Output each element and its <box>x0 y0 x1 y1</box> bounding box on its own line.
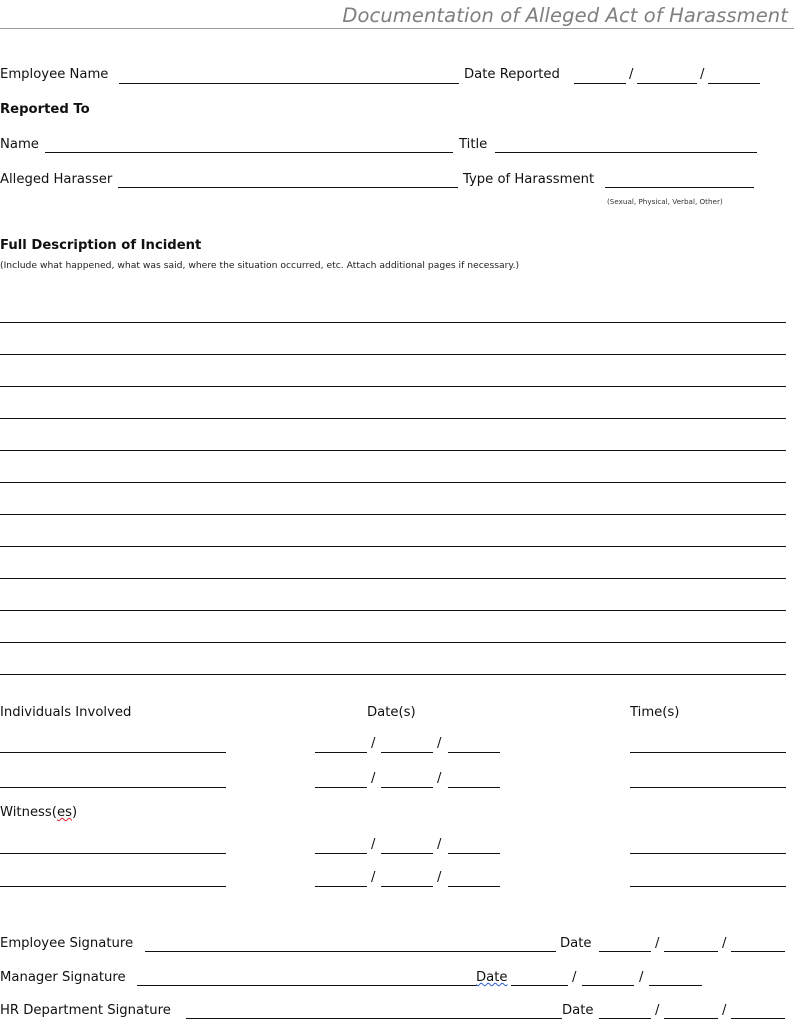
manager-signature-label: Manager Signature <box>0 970 126 985</box>
type-of-harassment-field[interactable] <box>605 187 754 188</box>
individual-date-day-field[interactable] <box>381 752 433 753</box>
incident-heading: Full Description of Incident <box>0 238 202 253</box>
date-separator: / <box>437 870 442 885</box>
witness-date-day-field[interactable] <box>381 853 433 854</box>
individual-name-field[interactable] <box>0 787 226 788</box>
date-separator: / <box>437 771 442 786</box>
date-separator: / <box>639 970 644 985</box>
witnesses-label: Witness(es) <box>0 805 78 820</box>
type-of-harassment-label: Type of Harassment <box>463 172 595 187</box>
individual-date-day-field[interactable] <box>381 787 433 788</box>
times-label: Time(s) <box>630 705 680 720</box>
alleged-harasser-field[interactable] <box>118 187 458 188</box>
description-line[interactable] <box>0 610 786 611</box>
date-separator: / <box>371 771 376 786</box>
employee-name-label: Employee Name <box>0 67 109 82</box>
employee-date-label: Date <box>560 936 592 951</box>
hr-date-month-field[interactable] <box>599 1018 651 1019</box>
manager-date-month-field[interactable] <box>511 985 568 986</box>
date-reported-month-field[interactable] <box>574 83 626 84</box>
hr-date-label: Date <box>562 1003 594 1018</box>
witness-date-year-field[interactable] <box>448 853 500 854</box>
date-separator: / <box>371 736 376 751</box>
witness-time-field[interactable] <box>630 853 786 854</box>
individual-name-field[interactable] <box>0 752 226 753</box>
date-separator: / <box>700 67 705 82</box>
description-line[interactable] <box>0 354 786 355</box>
employee-date-year-field[interactable] <box>731 951 785 952</box>
name-label: Name <box>0 137 39 152</box>
employee-date-month-field[interactable] <box>599 951 651 952</box>
witness-date-day-field[interactable] <box>381 886 433 887</box>
employee-signature-label: Employee Signature <box>0 936 134 951</box>
witness-date-month-field[interactable] <box>315 853 367 854</box>
witness-date-year-field[interactable] <box>448 886 500 887</box>
spellcheck-squiggle: es <box>56 805 72 820</box>
title-label: Title <box>459 137 488 152</box>
date-separator: / <box>437 736 442 751</box>
document-title: Documentation of Alleged Act of Harassment <box>342 4 788 27</box>
date-separator: / <box>371 870 376 885</box>
description-line[interactable] <box>0 386 786 387</box>
individuals-involved-label: Individuals Involved <box>0 705 132 720</box>
manager-date-year-field[interactable] <box>649 985 702 986</box>
date-separator: / <box>655 1003 660 1018</box>
date-separator: / <box>655 936 660 951</box>
description-line[interactable] <box>0 322 786 323</box>
description-line[interactable] <box>0 642 786 643</box>
date-separator: / <box>722 1003 727 1018</box>
type-hint: (Sexual, Physical, Verbal, Other) <box>607 197 723 206</box>
description-line[interactable] <box>0 482 786 483</box>
dates-label: Date(s) <box>367 705 416 720</box>
incident-note: (Include what happened, what was said, where the situation occurred, etc. Attach additional pages if necessary.) <box>0 260 520 271</box>
individual-date-month-field[interactable] <box>315 787 367 788</box>
hr-date-year-field[interactable] <box>731 1018 785 1019</box>
reported-to-title-field[interactable] <box>495 152 757 153</box>
witness-name-field[interactable] <box>0 886 226 887</box>
date-separator: / <box>722 936 727 951</box>
date-separator: / <box>572 970 577 985</box>
employee-date-day-field[interactable] <box>664 951 718 952</box>
description-line[interactable] <box>0 418 786 419</box>
date-separator: / <box>629 67 634 82</box>
reported-to-name-field[interactable] <box>45 152 453 153</box>
individual-time-field[interactable] <box>630 787 786 788</box>
date-reported-year-field[interactable] <box>708 83 760 84</box>
hr-date-day-field[interactable] <box>664 1018 718 1019</box>
reported-to-heading: Reported To <box>0 102 90 117</box>
individual-date-year-field[interactable] <box>448 752 500 753</box>
hr-signature-field[interactable] <box>186 1018 562 1019</box>
description-line[interactable] <box>0 450 786 451</box>
employee-signature-field[interactable] <box>145 951 556 952</box>
description-line[interactable] <box>0 514 786 515</box>
hr-signature-label: HR Department Signature <box>0 1003 171 1018</box>
individual-date-month-field[interactable] <box>315 752 367 753</box>
alleged-harasser-label: Alleged Harasser <box>0 172 113 187</box>
date-separator: / <box>371 837 376 852</box>
manager-date-label: Date <box>476 970 508 985</box>
employee-name-field[interactable] <box>119 83 459 84</box>
date-reported-day-field[interactable] <box>637 83 697 84</box>
witness-name-field[interactable] <box>0 853 226 854</box>
title-divider <box>0 28 794 29</box>
description-line[interactable] <box>0 674 786 675</box>
witness-date-month-field[interactable] <box>315 886 367 887</box>
individual-date-year-field[interactable] <box>448 787 500 788</box>
date-separator: / <box>437 837 442 852</box>
description-line[interactable] <box>0 578 786 579</box>
description-line[interactable] <box>0 546 786 547</box>
individual-time-field[interactable] <box>630 752 786 753</box>
manager-signature-field[interactable] <box>137 985 477 986</box>
manager-date-day-field[interactable] <box>582 985 634 986</box>
witness-time-field[interactable] <box>630 886 786 887</box>
date-reported-label: Date Reported <box>464 67 560 82</box>
